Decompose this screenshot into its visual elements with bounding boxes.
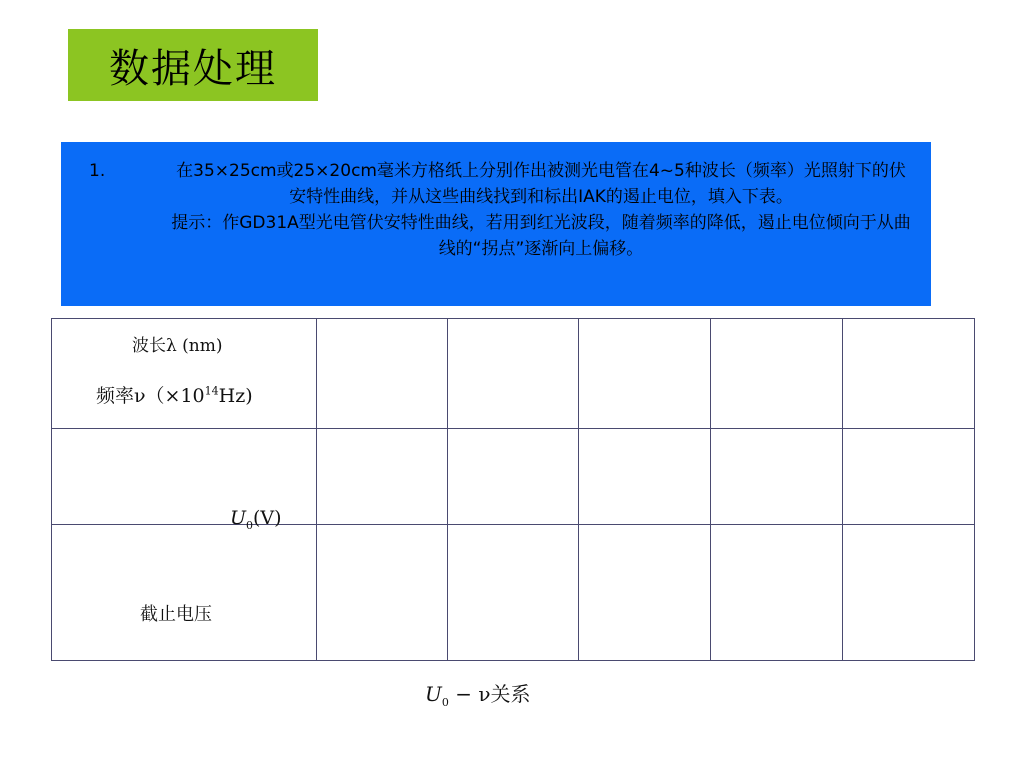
u0-label: $U_0(V)$ bbox=[230, 507, 282, 532]
stop-voltage-label: 截止电压 bbox=[140, 604, 212, 625]
table-row-divider bbox=[52, 428, 974, 429]
title-banner bbox=[68, 29, 318, 101]
instruction-paragraph-2: 提示：作GD31A型光电管伏安特性曲线，若用到红光波段，随着频率的降低，遏止电位倾向于从曲线的“拐点”逐渐向上偏移。 bbox=[171, 213, 911, 259]
instruction-body bbox=[171, 158, 911, 262]
instruction-box bbox=[61, 142, 931, 306]
table-column-divider bbox=[842, 319, 843, 660]
figure-caption: $U_0 - \nu$关系 bbox=[425, 682, 531, 709]
table-column-divider bbox=[447, 319, 448, 660]
instruction-number: 1. bbox=[89, 161, 106, 181]
data-table bbox=[51, 318, 975, 661]
table-column-divider bbox=[710, 319, 711, 660]
table-column-divider bbox=[316, 319, 317, 660]
table-column-divider bbox=[578, 319, 579, 660]
table-row-divider bbox=[52, 524, 974, 525]
page-title: 数据处理 bbox=[109, 45, 277, 92]
frequency-label: 频率$\nu(\times 10^{14}Hz)$ bbox=[96, 384, 253, 407]
wavelength-label: 波长λ (nm) bbox=[132, 336, 223, 356]
instruction-paragraph-1: 在35×25cm或25×20cm毫米方格纸上分别作出被测光电管在4~5种波长（频率）光照射下的伏安特性曲线，并从这些曲线找到和标出IAK的遏止电位，填入下表。 bbox=[176, 161, 906, 207]
